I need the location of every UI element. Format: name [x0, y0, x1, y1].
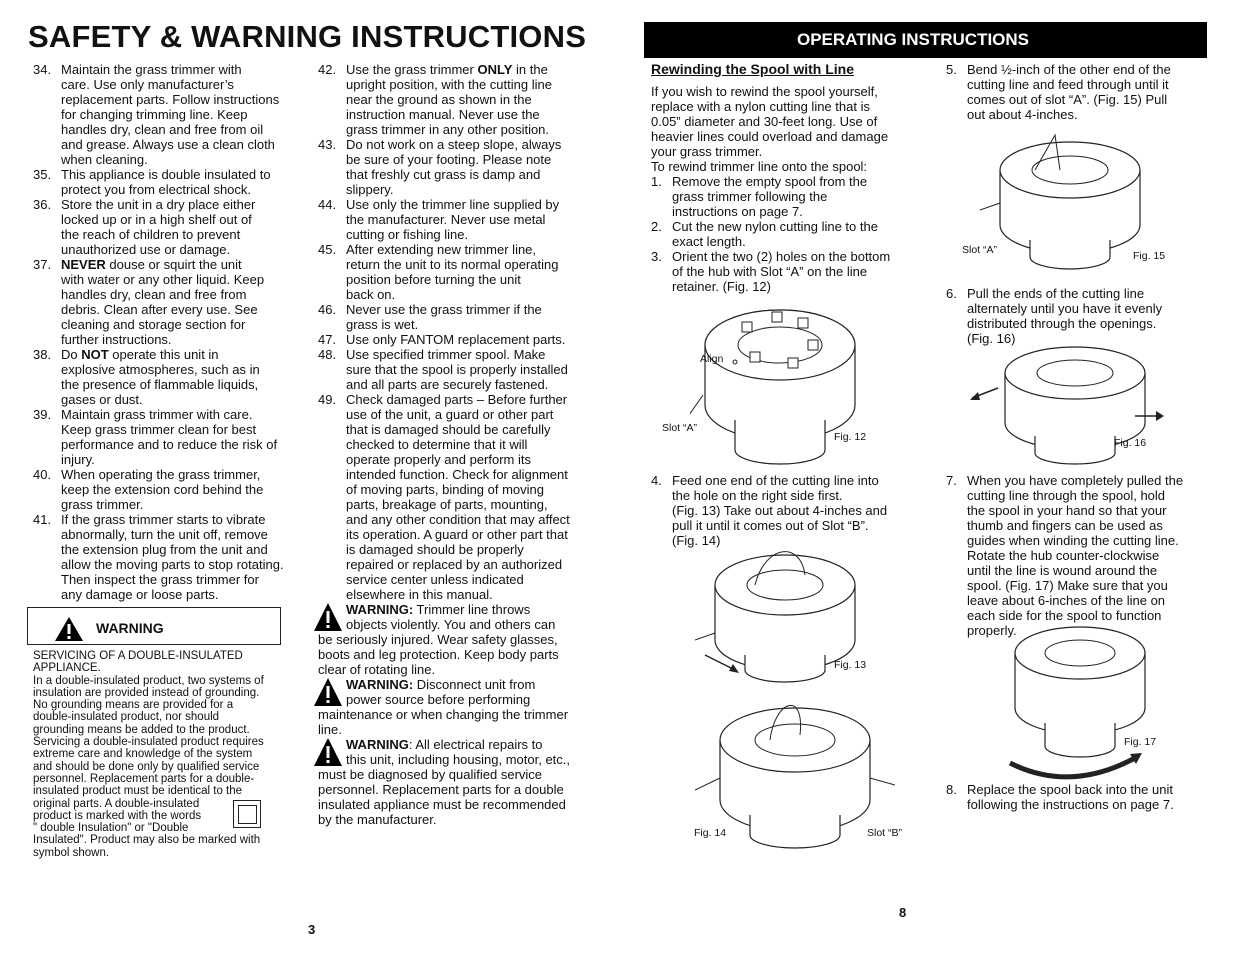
step-line: Cut the new nylon cutting line to the — [672, 219, 878, 234]
safety-list-1 — [33, 62, 308, 602]
safety-line: handles dry, clean and free from oil — [61, 122, 264, 137]
safety-column-2 — [318, 62, 598, 602]
step-line: Remove the empty spool from the — [672, 174, 868, 189]
safety-number: 42. — [318, 62, 337, 77]
safety-text: in the — [512, 62, 548, 77]
warning-box-label: WARNING — [96, 620, 164, 636]
rewinding-subtitle: Rewinding the Spool with Line — [651, 61, 854, 77]
step-item — [651, 219, 926, 249]
safety-item — [33, 347, 308, 407]
step-line: exact length. — [672, 234, 746, 249]
safety-item — [318, 242, 598, 302]
fig-17-caption: Fig. 17 — [1124, 736, 1157, 748]
step-line: each side for the spool to function — [967, 608, 1162, 623]
warning-line: by the manufacturer. — [318, 812, 437, 827]
safety-line: and grease. Always use a clean cloth — [61, 137, 275, 152]
safety-line: checked to determine that it will — [346, 437, 528, 452]
safety-line: grass trimmer in any other position. — [346, 122, 550, 137]
safety-line: repaired or replaced by an authorized — [346, 557, 563, 572]
service-line: insulated product must be identical to the — [33, 785, 243, 798]
safety-line: Use specified trimmer spool. Make — [346, 347, 546, 362]
safety-line: grass is wet. — [346, 317, 419, 332]
step-line: (Fig. 14) — [672, 533, 721, 548]
step-line: (Fig. 13) Take out about 4-inches and — [672, 503, 888, 518]
safety-number: 36. — [33, 197, 52, 212]
safety-line: that is damaged should be carefully — [346, 422, 551, 437]
step-number: 3. — [651, 249, 662, 264]
safety-line: Use only FANTOM replacement parts. — [346, 332, 566, 347]
step-item — [651, 473, 926, 548]
warning-line: power source before performing — [346, 692, 531, 707]
service-line: " double Insulation" or "Double — [33, 822, 189, 835]
safety-line — [61, 257, 308, 272]
warning-line: be seriously injured. Wear safety glasses, — [318, 632, 558, 647]
step-line: grass trimmer following the — [672, 189, 828, 204]
step-line: spool. (Fig. 17) Make sure that you — [967, 578, 1168, 593]
warning-line: line. — [318, 722, 342, 737]
step-line: the spool in your hand so that your — [967, 503, 1167, 518]
step-line: Feed one end of the cutting line into — [672, 473, 879, 488]
step-line: Pull the ends of the cutting line — [967, 286, 1145, 301]
step-line: out about 4-inches. — [967, 107, 1078, 122]
safety-line: parts, breakage of parts, mounting, — [346, 497, 548, 512]
safety-line: handles dry, clean and free from — [61, 287, 247, 302]
step-item — [946, 62, 1216, 122]
service-line: No grounding means are provided for a — [33, 699, 234, 712]
step-line: Rotate the hub counter-clockwise — [967, 548, 1160, 563]
step-line: (Fig. 16) — [967, 331, 1016, 346]
safety-line: Check damaged parts – Before further — [346, 392, 568, 407]
safety-line: slippery. — [346, 182, 394, 197]
safety-line: cleaning and storage section for — [61, 317, 246, 332]
safety-line: and any other condition that may affect — [346, 512, 570, 527]
warning-paragraph-disconnect — [318, 677, 594, 737]
service-line: symbol shown. — [33, 846, 110, 859]
service-line: and should be done only by qualified service — [33, 760, 260, 773]
warning-triangle-icon — [313, 677, 343, 710]
step-6 — [946, 286, 1216, 346]
step-line: the hole on the right side first. — [672, 488, 843, 503]
warning-text: Trimmer line throws — [413, 602, 531, 617]
page-number-right: 8 — [899, 905, 907, 920]
service-line: personnel. Replacement parts for a double- — [33, 772, 255, 785]
safety-line: and all parts are securely fastened. — [346, 377, 549, 392]
safety-line: any damage or loose parts. — [61, 587, 219, 602]
safety-text: Use the grass trimmer — [346, 62, 478, 77]
step-line: leave about 6-inches of the line on — [967, 593, 1166, 608]
service-line: insulation are provided instead of grounding. — [33, 686, 260, 699]
warning-line: objects violently. You and others can — [346, 617, 556, 632]
intro-line: your grass trimmer. — [651, 144, 763, 159]
step-line: Replace the spool back into the unit — [967, 782, 1173, 797]
page-title: SAFETY & WARNING INSTRUCTIONS — [28, 19, 587, 54]
safety-line: When operating the grass trimmer, — [61, 467, 261, 482]
warning-triangle-icon — [54, 616, 84, 642]
intro-line: To rewind trimmer line onto the spool: — [651, 159, 868, 174]
safety-emphasis: ONLY — [477, 62, 513, 77]
safety-line: debris. Clean after every use. See — [61, 302, 258, 317]
safety-emphasis: NOT — [81, 347, 109, 362]
double-insulation-symbol-icon — [233, 800, 261, 828]
steps-1-3 — [651, 174, 926, 294]
step-line: When you have completely pulled the — [967, 473, 1184, 488]
safety-number: 46. — [318, 302, 337, 317]
safety-line: Do not work on a steep slope, always — [346, 137, 562, 152]
safety-line: the reach of children to prevent — [61, 227, 241, 242]
safety-line: service center unless indicated — [346, 572, 524, 587]
safety-item — [33, 467, 308, 512]
safety-line: the extension plug from the unit and — [61, 542, 268, 557]
safety-emphasis: NEVER — [61, 257, 106, 272]
safety-item — [33, 167, 308, 197]
step-number: 2. — [651, 219, 662, 234]
page-number-left: 3 — [308, 922, 316, 937]
safety-line: operate properly and perform its — [346, 452, 531, 467]
step-number: 7. — [946, 473, 957, 488]
safety-line: elsewhere in this manual. — [346, 587, 493, 602]
warning-text: Disconnect unit from — [413, 677, 536, 692]
fig-13-caption: Fig. 13 — [834, 659, 867, 671]
step-line: until the line is wound around the — [967, 563, 1158, 578]
safety-item — [318, 197, 598, 242]
service-line: double-insulated product, nor should — [33, 711, 220, 724]
service-line: In a double-insulated product, two systems of — [33, 674, 264, 687]
safety-item — [318, 62, 598, 137]
warning-label: WARNING — [346, 737, 409, 752]
step-line: thumb and fingers can be used as — [967, 518, 1163, 533]
service-line: extreme care and knowledge of the system — [33, 748, 253, 761]
fig-15-slot-label: Slot “A” — [962, 244, 998, 256]
warning-line: boots and leg protection. Keep body parts — [318, 647, 559, 662]
safety-number: 49. — [318, 392, 337, 407]
safety-line: Store the unit in a dry place either — [61, 197, 256, 212]
warning-text: : All electrical repairs to — [408, 737, 543, 752]
service-line: grounding means be added to the product. — [33, 723, 250, 736]
safety-line: of moving parts, binding of moving — [346, 482, 544, 497]
safety-number: 41. — [33, 512, 52, 527]
warning-line: clear of rotating line. — [318, 662, 436, 677]
fig-15-caption: Fig. 15 — [1133, 250, 1166, 262]
safety-line: grass trimmer. — [61, 497, 144, 512]
safety-line — [61, 347, 308, 362]
safety-line: intended function. Check for alignment — [346, 467, 568, 482]
warning-line: insulated appliance must be recommended — [318, 797, 566, 812]
safety-line: care. Use only manufacturer’s — [61, 77, 234, 92]
step-line: Orient the two (2) holes on the bottom — [672, 249, 891, 264]
safety-number: 39. — [33, 407, 52, 422]
safety-line: allow the moving parts to stop rotating. — [61, 557, 284, 572]
safety-line: performance and to reduce the risk of — [61, 437, 278, 452]
safety-number: 43. — [318, 137, 337, 152]
warning-paragraph-electrical-repairs — [318, 737, 594, 827]
safety-line: Never use the grass trimmer if the — [346, 302, 542, 317]
step-line: distributed through the openings. — [967, 316, 1157, 331]
step-line: properly. — [967, 623, 1017, 638]
safety-line: keep the extension cord behind the — [61, 482, 264, 497]
fig-12-align-label: Align — [700, 353, 724, 365]
step-line: instructions on page 7. — [672, 204, 803, 219]
safety-number: 44. — [318, 197, 337, 212]
safety-line: be sure of your footing. Please note — [346, 152, 552, 167]
safety-item — [33, 197, 308, 257]
step-line: Bend ½-inch of the other end of the — [967, 62, 1171, 77]
safety-line: with water or any other liquid. Keep — [61, 272, 265, 287]
intro-text — [651, 84, 921, 174]
safety-line: Maintain the grass trimmer with — [61, 62, 242, 77]
step-line: alternately until you have it evenly — [967, 301, 1163, 316]
safety-line — [346, 62, 598, 77]
safety-line: locked up or in a high shelf out of — [61, 212, 252, 227]
safety-line: is damaged should be properly — [346, 542, 524, 557]
step-number: 6. — [946, 286, 957, 301]
warning-paragraph-line-throws — [318, 602, 594, 677]
intro-line: heavier lines could overload and damage — [651, 129, 889, 144]
safety-line: replacement parts. Follow instructions — [61, 92, 280, 107]
step-line: comes out of slot “A”. (Fig. 15) Pull — [967, 92, 1168, 107]
safety-number: 48. — [318, 347, 337, 362]
safety-line: further instructions. — [61, 332, 172, 347]
safety-item — [318, 392, 598, 602]
step-number: 5. — [946, 62, 957, 77]
warning-label: WARNING: — [346, 602, 414, 617]
fig-12-caption: Fig. 12 — [834, 431, 867, 443]
step-item — [651, 174, 926, 219]
intro-line: If you wish to rewind the spool yourself, — [651, 84, 878, 99]
safety-line: the manufacturer. Never use metal — [346, 212, 546, 227]
fig-14-slot-label: Slot “B” — [867, 827, 903, 839]
safety-item — [318, 137, 598, 197]
safety-item — [318, 347, 598, 392]
safety-line: the presence of flammable liquids, — [61, 377, 259, 392]
warning-label: WARNING: — [346, 677, 414, 692]
safety-line: If the grass trimmer starts to vibrate — [61, 512, 266, 527]
fig-12-slot-label: Slot “A” — [662, 422, 698, 434]
step-line: cutting line and feed through until it — [967, 77, 1169, 92]
safety-line: that freshly cut grass is damp and — [346, 167, 541, 182]
step-line: retainer. (Fig. 12) — [672, 279, 771, 294]
fig-14-caption: Fig. 14 — [694, 827, 727, 839]
safety-line: for changing trimming line. Keep — [61, 107, 248, 122]
safety-line: abnormally, turn the unit off, remove — [61, 527, 268, 542]
service-line: Insulated". Product may also be marked with — [33, 834, 261, 847]
safety-line: After extending new trimmer line, — [346, 242, 537, 257]
safety-number: 40. — [33, 467, 52, 482]
step-item — [651, 249, 926, 294]
intro-line: replace with a nylon cutting line that is — [651, 99, 870, 114]
safety-line: sure that the spool is properly installed — [346, 362, 568, 377]
safety-line: return the unit to its normal operating — [346, 257, 559, 272]
safety-line: gases or dust. — [61, 392, 143, 407]
step-line: guides when winding the cutting line. — [967, 533, 1179, 548]
service-line: Servicing a double-insulated product requires — [33, 736, 264, 749]
warning-line: must be diagnosed by qualified service — [318, 767, 543, 782]
warning-box — [27, 607, 281, 645]
warning-line: personnel. Replacement parts for a double — [318, 782, 564, 797]
safety-number: 47. — [318, 332, 337, 347]
step-number: 4. — [651, 473, 662, 488]
service-line: product is marked with the words — [33, 809, 202, 822]
safety-line: Maintain grass trimmer with care. — [61, 407, 253, 422]
safety-item — [318, 302, 598, 332]
fig-17-spool-illustration — [1000, 608, 1160, 788]
safety-line: Then inspect the grass trimmer for — [61, 572, 259, 587]
safety-line: position before turning the unit — [346, 272, 521, 287]
safety-line: unauthorized use or damage. — [61, 242, 231, 257]
safety-line: protect you from electrical shock. — [61, 182, 252, 197]
step-5 — [946, 62, 1216, 122]
safety-item — [33, 62, 308, 167]
safety-number: 37. — [33, 257, 52, 272]
warning-triangle-icon — [313, 737, 343, 770]
service-line: SERVICING OF A DOUBLE-INSULATED — [33, 650, 243, 662]
safety-line: injury. — [61, 452, 95, 467]
safety-item — [33, 257, 308, 347]
safety-line: Use only the trimmer line supplied by — [346, 197, 560, 212]
safety-number: 34. — [33, 62, 52, 77]
safety-item — [318, 332, 598, 347]
safety-text: operate this unit in — [108, 347, 219, 362]
step-number: 8. — [946, 782, 957, 797]
operating-instructions-header: OPERATING INSTRUCTIONS — [644, 22, 1207, 58]
safety-line: use of the unit, a guard or other part — [346, 407, 554, 422]
safety-column-1 — [33, 62, 308, 602]
warning-line — [318, 677, 594, 692]
warning-line: maintenance or when changing the trimmer — [318, 707, 569, 722]
step-line: cutting line through the spool, hold — [967, 488, 1166, 503]
safety-number: 35. — [33, 167, 52, 182]
safety-line: near the ground as shown in the — [346, 92, 532, 107]
step-4 — [651, 473, 926, 548]
safety-text: douse or squirt the unit — [105, 257, 242, 272]
warning-line: this unit, including housing, motor, etc., — [346, 752, 571, 767]
step-line: pull it until it comes out of Slot “B”. — [672, 518, 869, 533]
safety-line: back on. — [346, 287, 396, 302]
intro-line: 0.05” diameter and 30-feet long. Use of — [651, 114, 878, 129]
step-item — [946, 286, 1216, 346]
safety-line: its operation. A guard or other part that — [346, 527, 568, 542]
safety-item — [33, 512, 308, 602]
warning-line — [318, 737, 594, 752]
warning-triangle-icon — [313, 602, 343, 635]
safety-line: when cleaning. — [61, 152, 148, 167]
safety-line: instruction manual. Never use the — [346, 107, 540, 122]
step-line: following the instructions on page 7. — [967, 797, 1174, 812]
safety-number: 45. — [318, 242, 337, 257]
step-line: of the hub with Slot “A” on the line — [672, 264, 868, 279]
safety-line: upright position, with the cutting line — [346, 77, 552, 92]
safety-item — [33, 407, 308, 467]
service-line: APPLIANCE. — [33, 662, 101, 675]
service-line: original parts. A double-insulated — [33, 797, 200, 810]
safety-number: 38. — [33, 347, 52, 362]
safety-line: explosive atmospheres, such as in — [61, 362, 260, 377]
safety-line: cutting or fishing line. — [346, 227, 469, 242]
safety-text: Do — [61, 347, 82, 362]
safety-list-2 — [318, 62, 598, 602]
step-number: 1. — [651, 174, 662, 189]
safety-line: This appliance is double insulated to — [61, 167, 271, 182]
warning-line — [318, 602, 594, 617]
safety-line: Keep grass trimmer clean for best — [61, 422, 257, 437]
fig-16-caption: Fig. 16 — [1114, 437, 1147, 449]
